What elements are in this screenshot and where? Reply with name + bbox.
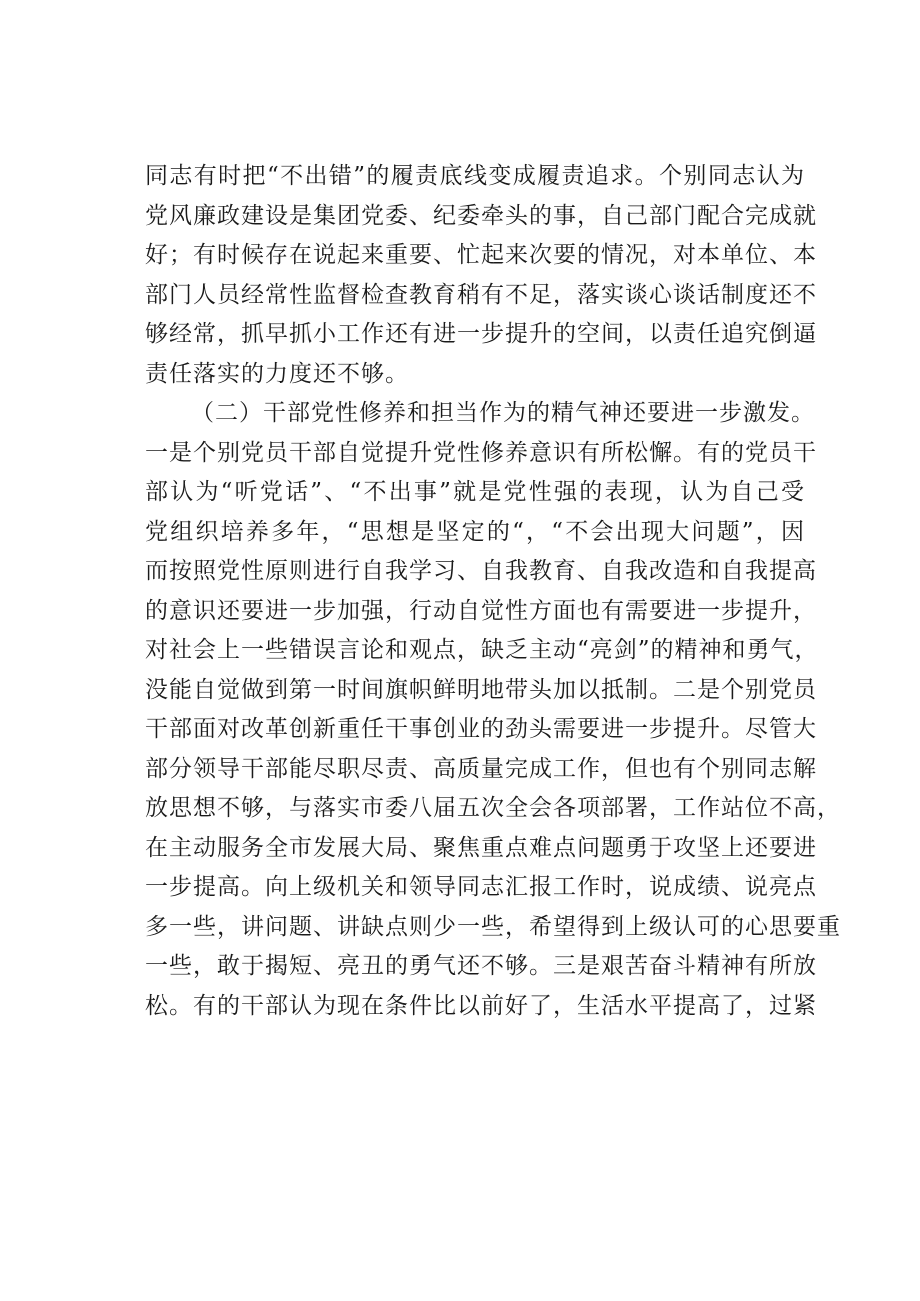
text-line: 一步提高。向上级机关和领导同志汇报工作时，说成绩、说亮点 bbox=[145, 874, 817, 900]
text-line: 够经常，抓早抓小工作还有进一步提升的空间，以责任追究倒逼 bbox=[145, 321, 817, 347]
text-line: 而按照党性原则进行自我学习、自我教育、自我改造和自我提高 bbox=[145, 558, 817, 584]
text-line: 责任落实的力度还不够。 bbox=[145, 360, 409, 387]
text-line: 放思想不够，与落实市委八届五次全会各项部署，工作站位不高， bbox=[145, 795, 841, 821]
text-line: 好；有时候存在说起来重要、忙起来次要的情况，对本单位、本 bbox=[145, 242, 817, 268]
text-line: 对社会上一些错误言论和观点，缺乏主动“亮剑”的精神和勇气， bbox=[145, 637, 819, 663]
text-line: 党组织培养多年，“思想是坚定的“，“不会出现大问题”，因 bbox=[145, 518, 805, 545]
text-line: 干部面对改革创新重任干事创业的劲头需要进一步提升。尽管大 bbox=[145, 716, 817, 742]
text-line: 部分领导干部能尽职尽责、高质量完成工作，但也有个别同志解 bbox=[145, 755, 817, 782]
text-line: 没能自觉做到第一时间旗帜鲜明地带头加以抵制。二是个别党员 bbox=[145, 676, 817, 703]
text-line: 一是个别党员干部自觉提升党性修养意识有所松懈。有的党员干 bbox=[145, 439, 817, 466]
body-text bbox=[145, 157, 841, 1026]
text-line: 党风廉政建设是集团党委、纪委牵头的事，自己部门配合完成就 bbox=[145, 202, 817, 229]
text-line: 同志有时把“不出错”的履责底线变成履责追求。个别同志认为 bbox=[145, 163, 805, 189]
text-line: 的意识还要进一步加强，行动自觉性方面也有需要进一步提升， bbox=[145, 597, 817, 624]
text-line: 松。有的干部认为现在条件比以前好了，生活水平提高了，过紧 bbox=[145, 992, 817, 1019]
text-line: 一些，敢于揭短、亮丑的勇气还不够。三是艰苦奋斗精神有所放 bbox=[145, 953, 817, 979]
text-line: 部认为“听党话”、“不出事”就是党性强的表现，认为自己受 bbox=[145, 479, 805, 505]
text-line: 多一些，讲问题、讲缺点则少一些，希望得到上级认可的心思要重 bbox=[145, 913, 841, 940]
text-line: 部门人员经常性监督检查教育稍有不足，落实谈心谈话制度还不 bbox=[145, 281, 817, 308]
section-heading: （二）干部党性修养和担当作为的精气神还要进一步激发。 bbox=[191, 400, 815, 426]
text-line: 在主动服务全市发展大局、聚焦重点难点问题勇于攻坚上还要进 bbox=[145, 834, 817, 861]
